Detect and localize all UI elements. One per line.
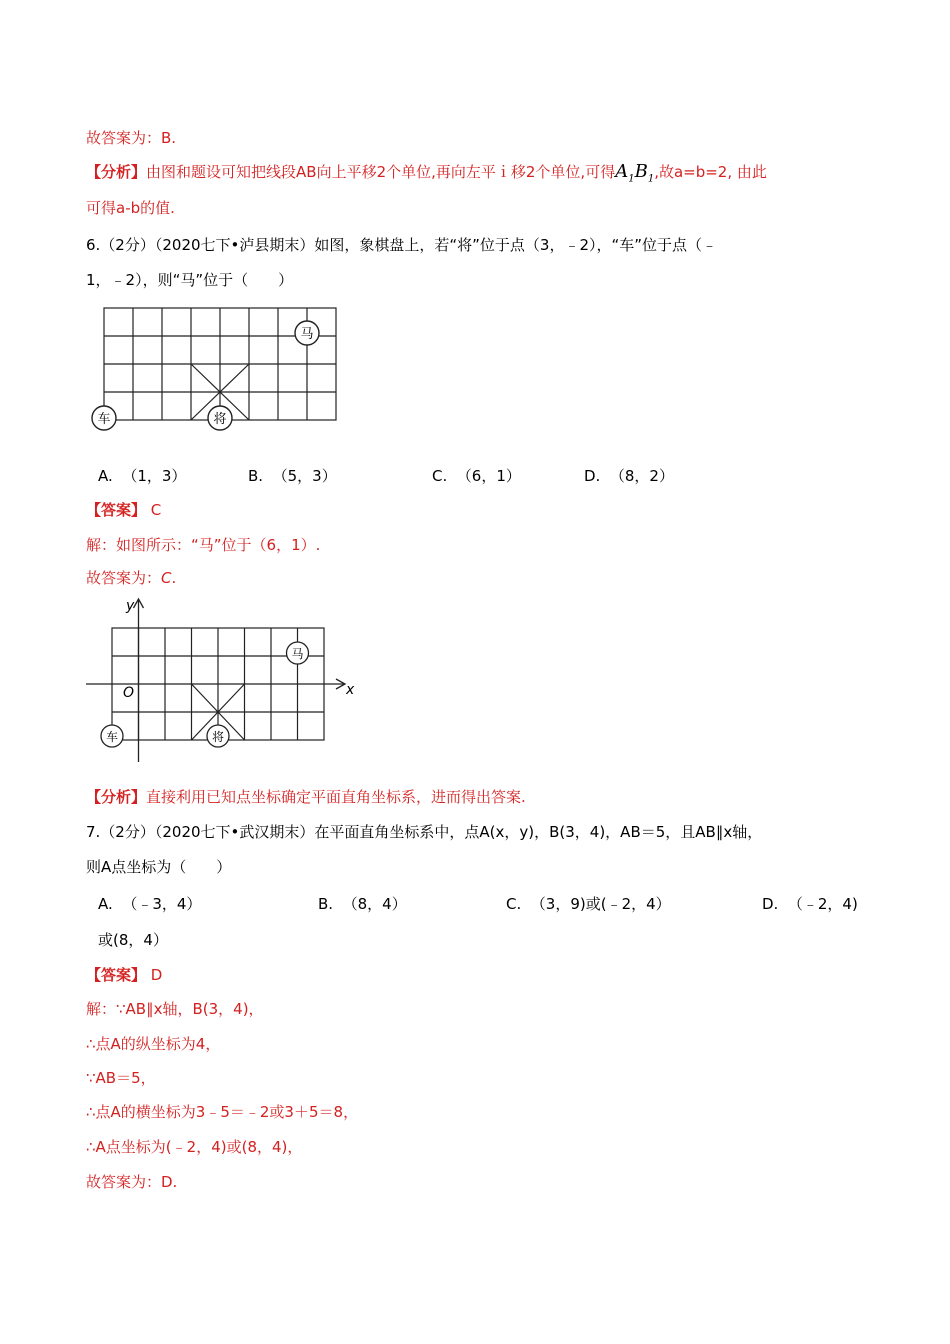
q7-option-d-cont: 或(8，4） <box>98 931 168 949</box>
q5-answer-line: 故答案为：B. <box>86 129 177 147</box>
q7-option-d: D. （﹣2，4) <box>762 895 858 913</box>
q7-solution-line-1: 解：∵AB∥x轴，B(3，4)， <box>86 1000 264 1018</box>
q6-final-answer: 故答案为：C. <box>86 569 177 587</box>
q7-stem-line1: 7.（2分）（2020七下•武汉期末）在平面直角坐标系中，点A(x，y)，B(3，4)，AB＝5，且AB∥x轴， <box>86 823 763 841</box>
svg-text:车: 车 <box>97 412 111 427</box>
q6-option-c: C. （6，1） <box>432 467 521 485</box>
q6-option-d: D. （8，2） <box>584 467 674 485</box>
piece-ma-2 <box>287 642 309 664</box>
svg-text:马: 马 <box>291 647 304 661</box>
piece-che-2 <box>101 725 123 747</box>
q7-option-a: A. （﹣3，4） <box>98 895 202 913</box>
q7-stem-line2: 则A点坐标为（ ） <box>86 858 232 876</box>
q7-solution-line-6: 故答案为：D. <box>86 1173 178 1191</box>
q7-solution-line-5: ∴A点坐标为(﹣2，4)或(8，4)， <box>86 1138 303 1156</box>
piece-jiang-2 <box>207 725 229 747</box>
q5-analysis-text-a: 由图和题设可知把线段AB向上平移2个单位,再向左平ｉ移2个单位,可得 <box>146 163 616 181</box>
x-axis-label: x <box>346 682 355 698</box>
piece-ma <box>295 321 319 345</box>
q6-chessboard-figure <box>86 300 346 440</box>
q7-option-c: C. （3，9)或(﹣2，4） <box>506 895 671 913</box>
q6-option-b: B. （5，3） <box>248 467 337 485</box>
origin-label: O <box>123 685 135 701</box>
q7-answer: 【答案】 D <box>86 966 163 984</box>
q7-solution-line-2: ∴点A的纵坐标为4， <box>86 1035 221 1053</box>
piece-jiang <box>208 406 232 430</box>
q5-analysis-tag: 【分析】 <box>86 163 147 181</box>
svg-text:车: 车 <box>105 730 119 744</box>
piece-che <box>92 406 116 430</box>
y-axis-label: y <box>126 598 135 614</box>
q5-analysis-line1 <box>86 162 767 190</box>
q5-analysis-text-b: ,故a=b=2, 由此 <box>654 163 767 181</box>
q6-solution: 解：如图所示：“马”位于（6，1）. <box>86 536 321 554</box>
q5-analysis-line2: 可得a-b的值. <box>86 199 175 217</box>
q6-stem-line1: 6.（2分）（2020七下•泸县期末）如图，象棋盘上，若“将”位于点（3，﹣2），“车”位于点（﹣ <box>86 236 718 254</box>
q6-answer: 【答案】 C <box>86 501 162 519</box>
svg-text:马: 马 <box>300 327 314 342</box>
svg-text:将: 将 <box>211 730 225 744</box>
q7-solution-line-3: ∵AB＝5， <box>86 1069 156 1087</box>
svg-text:将: 将 <box>213 412 227 427</box>
q6-option-a: A. （1，3） <box>98 467 187 485</box>
q5-formula: $A_1B_1$ <box>615 161 655 185</box>
q6-stem-line2: 1，﹣2），则“马”位于（ ） <box>86 271 294 289</box>
q6-analysis: 【分析】直接利用已知点坐标确定平面直角坐标系，进而得出答案. <box>86 788 526 806</box>
q6-solution-figure <box>86 594 366 764</box>
q7-solution-line-4: ∴点A的横坐标为3﹣5＝﹣2或3＋5＝8， <box>86 1103 359 1121</box>
q7-option-b: B. （8，4） <box>318 895 407 913</box>
